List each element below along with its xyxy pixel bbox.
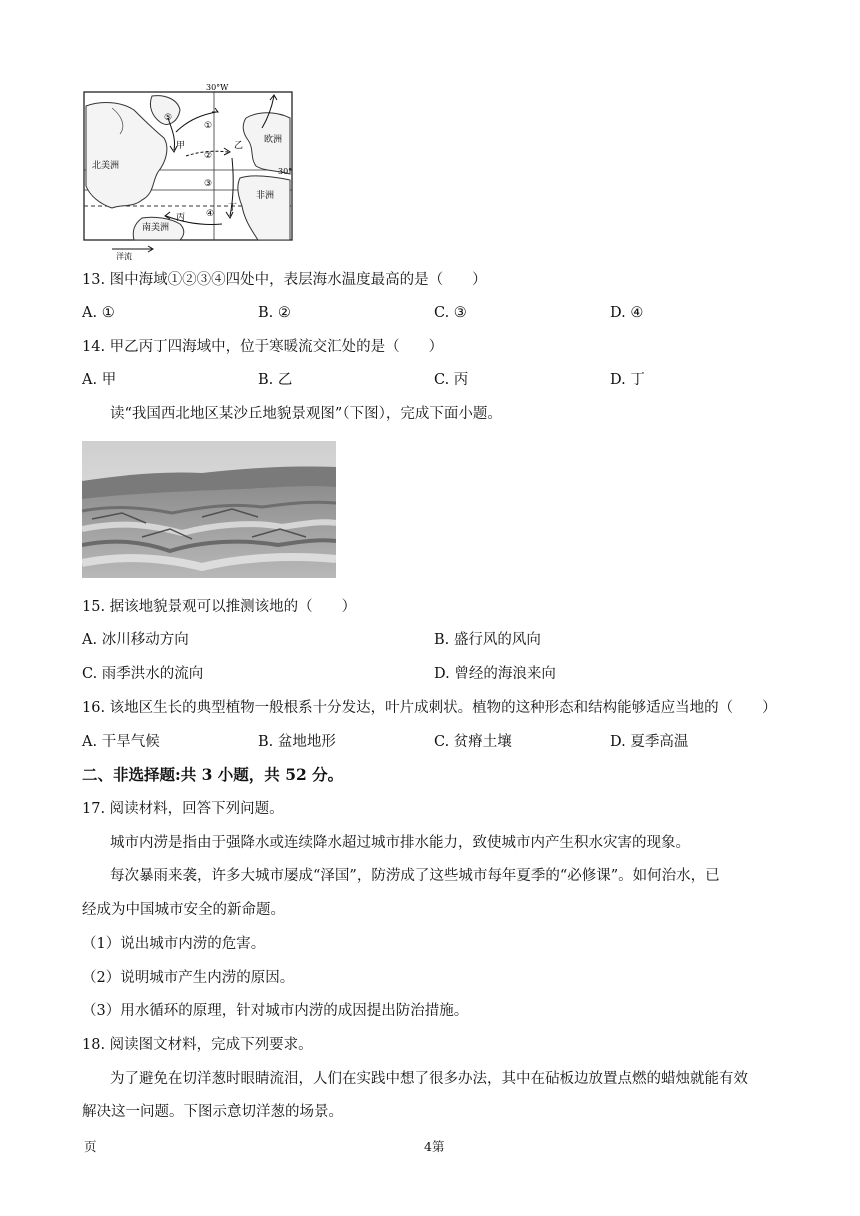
q15-option-d: D. 曾经的海浪来向 xyxy=(434,666,556,682)
q17-para-2a: 每次暴雨来袭，许多大城市屡成“泽国”，防涝成了这些城市每年夏季的“必修课”。如何治水，已 xyxy=(110,868,720,884)
map-label-c2: ② xyxy=(204,151,213,161)
map-label-c4: ④ xyxy=(206,209,215,219)
q15-option-a: A. 冰川移动方向 xyxy=(82,632,189,648)
map-label-africa: 非洲 xyxy=(256,191,275,201)
q18-para-1a: 为了避免在切洋葱时眼睛流泪，人们在实践中想了很多办法，其中在砧板边放置点燃的蜡烛就能有效 xyxy=(110,1071,748,1087)
q14-option-a: A. 甲 xyxy=(82,372,117,388)
q17-sub-2: （2）说明城市产生内涝的原因。 xyxy=(82,970,295,986)
q17-stem: 17. 阅读材料，回答下列问题。 xyxy=(82,801,284,817)
q16-option-b: B. 盆地地形 xyxy=(258,734,336,750)
q13-option-c: C. ③ xyxy=(434,305,467,321)
q17-sub-3: （3）用水循环的原理，针对城市内涝的成因提出防治措施。 xyxy=(82,1003,469,1019)
ocean-current-map xyxy=(82,78,294,260)
q14-option-c: C. 丙 xyxy=(434,372,469,388)
map-label-c3: ③ xyxy=(204,179,213,189)
map-legend-label: 洋流 xyxy=(116,252,132,260)
map-lat-label: 30° xyxy=(278,167,293,176)
footer-left: 页 xyxy=(84,1139,97,1154)
map-label-south-america: 南美洲 xyxy=(142,223,170,233)
q18-stem: 18. 阅读图文材料，完成下列要求。 xyxy=(82,1037,313,1053)
q16-option-d: D. 夏季高温 xyxy=(610,734,689,750)
q16-option-a: A. 干旱气候 xyxy=(82,734,160,750)
q17-para-1: 城市内涝是指由于强降水或连续降水超过城市排水能力，致使城市内产生积水灾害的现象。 xyxy=(110,835,690,851)
q13-option-d: D. ④ xyxy=(610,305,644,321)
map-label-ding: 丁 xyxy=(228,203,238,213)
map-label-north-america: 北美洲 xyxy=(92,161,120,171)
q13-option-b: B. ② xyxy=(258,305,291,321)
page-number: 4第 xyxy=(424,1139,445,1154)
q15-option-b: B. 盛行风的风向 xyxy=(434,632,541,648)
q13-option-a: A. ① xyxy=(82,305,115,321)
map-label-c1: ① xyxy=(204,121,213,131)
q15-intro: 读“我国西北地区某沙丘地貌景观图”（下图），完成下面小题。 xyxy=(110,406,502,422)
q17-sub-1: （1）说出城市内涝的危害。 xyxy=(82,936,266,952)
q16-stem: 16. 该地区生长的典型植物一般根系十分发达，叶片成刺状。植物的这种形态和结构能够适应当地的（ ） xyxy=(82,700,777,716)
sand-dune-photo xyxy=(82,441,336,578)
map-label-c5: ⑤ xyxy=(164,113,173,123)
q17-para-2b: 经成为中国城市安全的新命题。 xyxy=(82,902,285,918)
q14-stem: 14. 甲乙丙丁四海域中，位于寒暖流交汇处的是（ ） xyxy=(82,339,444,355)
map-label-europe: 欧洲 xyxy=(264,135,283,145)
q15-option-c: C. 雨季洪水的流向 xyxy=(82,666,204,682)
map-label-yi: 乙 xyxy=(234,141,244,151)
q16-option-c: C. 贫瘠土壤 xyxy=(434,734,512,750)
section-2-heading: 二、非选择题:共 3 小题，共 52 分。 xyxy=(82,765,344,784)
map-label-jia: 甲 xyxy=(176,141,186,151)
q18-para-1b: 解决这一问题。下图示意切洋葱的场景。 xyxy=(82,1104,343,1120)
q15-stem: 15. 据该地貌景观可以推测该地的（ ） xyxy=(82,599,357,615)
q13-stem: 13. 图中海域①②③④四处中，表层海水温度最高的是（ ） xyxy=(82,272,487,288)
map-lon-label: 30°W xyxy=(206,83,229,92)
q14-option-b: B. 乙 xyxy=(258,372,293,388)
map-label-bing: 丙 xyxy=(176,213,186,223)
q14-option-d: D. 丁 xyxy=(610,372,645,388)
